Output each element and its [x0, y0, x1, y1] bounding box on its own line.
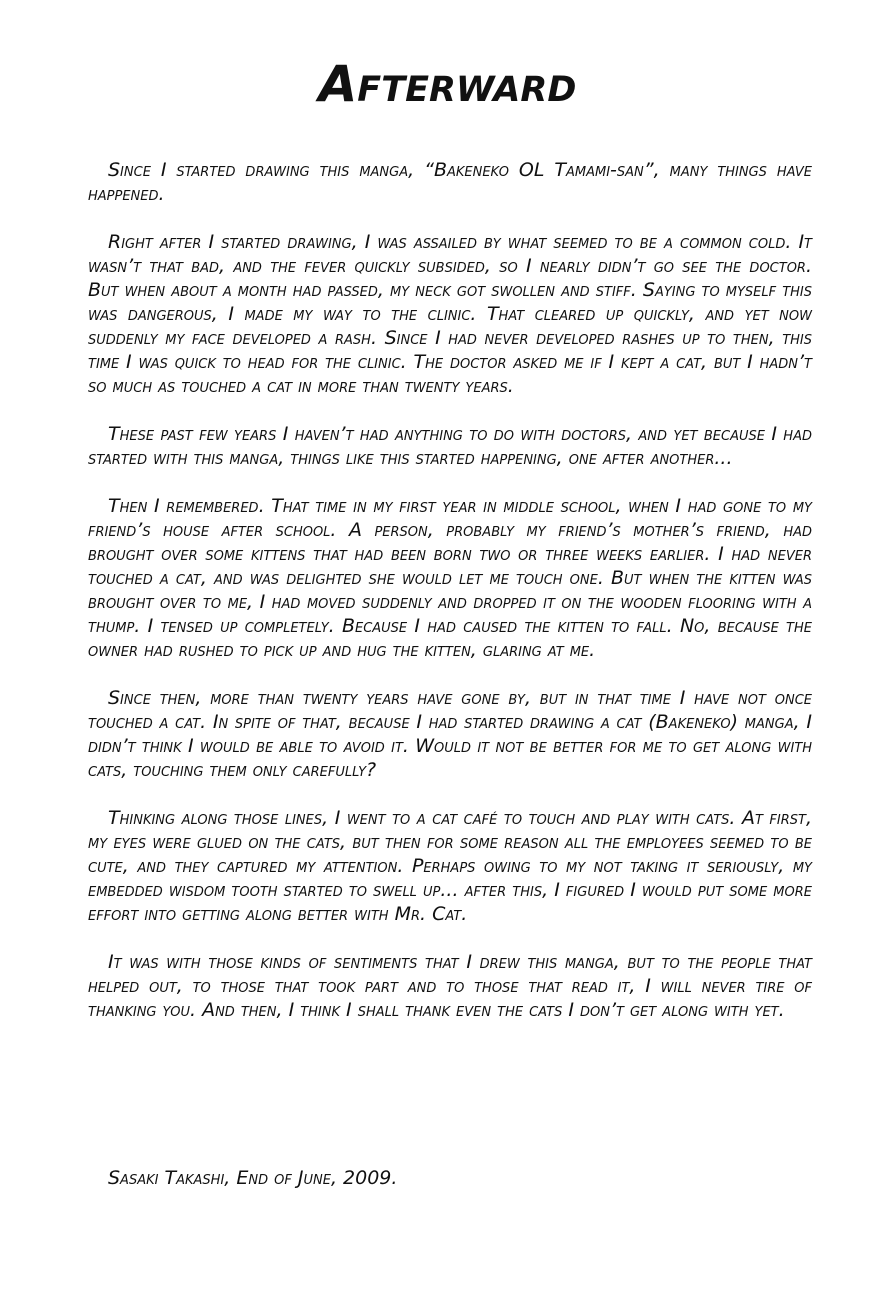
- paragraph-3: These past few years I haven’t had anything to do with doctors, and yet because I had started with this manga, things like this started happening, one after another...: [88, 423, 812, 469]
- page-title: Afterward: [318, 55, 577, 113]
- paragraph-1: Since I started drawing this manga, “Bakeneko OL Tamami-san”, many things have happened.: [88, 159, 812, 205]
- paragraph-6: Thinking along those lines, I went to a cat café to touch and play with cats. At first, my eyes were glued on the cats, but then for some reason all the employees seemed to be cute, and they captured my attention. Perhaps owing to my not taking it seriously, my embedded wisdom tooth started to swell up... after this, I figured I would put some more effort into getting along better with Mr. Cat.: [88, 807, 812, 925]
- afterward-body: [88, 158, 812, 1046]
- paragraph-7: It was with those kinds of sentiments that I drew this manga, but to the people that helped out, to those that took part and to those that read it, I will never tire of thanking you. And then, I think I shall thank even the cats I don’t get along with yet.: [88, 951, 812, 1021]
- author-signature: Sasaki Takashi, End of June, 2009.: [108, 1167, 398, 1189]
- paragraph-5: Since then, more than twenty years have gone by, but in that time I have not once touched a cat. In spite of that, because I had started drawing a cat (Bakeneko) manga, I didn’t think I would be able to avoid it. Would it not be better for me to get along with cats, touching them only carefully?: [88, 687, 812, 781]
- paragraph-2: Right after I started drawing, I was assailed by what seemed to be a common cold. It wasn’t that bad, and the fever quickly subsided, so I nearly didn’t go see the doctor. But when about a month had passed, my neck got swollen and stiff. Saying to myself this was dangerous, I made my way to the clinic. That cleared up quickly, and yet now suddenly my face developed a rash. Since I had never developed rashes up to then, this time I was quick to head for the clinic. The doctor asked me if I kept a cat, but I hadn’t so much as touched a cat in more than twenty years.: [88, 231, 812, 397]
- paragraph-4: Then I remembered. That time in my first year in middle school, when I had gone to my friend’s house after school. A person, probably my friend’s mother’s friend, had brought over some kittens that had been born two or three weeks earlier. I had never touched a cat, and was delighted she would let me touch one. But when the kitten was brought over to me, I had moved suddenly and dropped it on the wooden flooring with a thump. I tensed up completely. Because I had caused the kitten to fall. No, because the owner had rushed to pick up and hug the kitten, glaring at me.: [88, 495, 812, 661]
